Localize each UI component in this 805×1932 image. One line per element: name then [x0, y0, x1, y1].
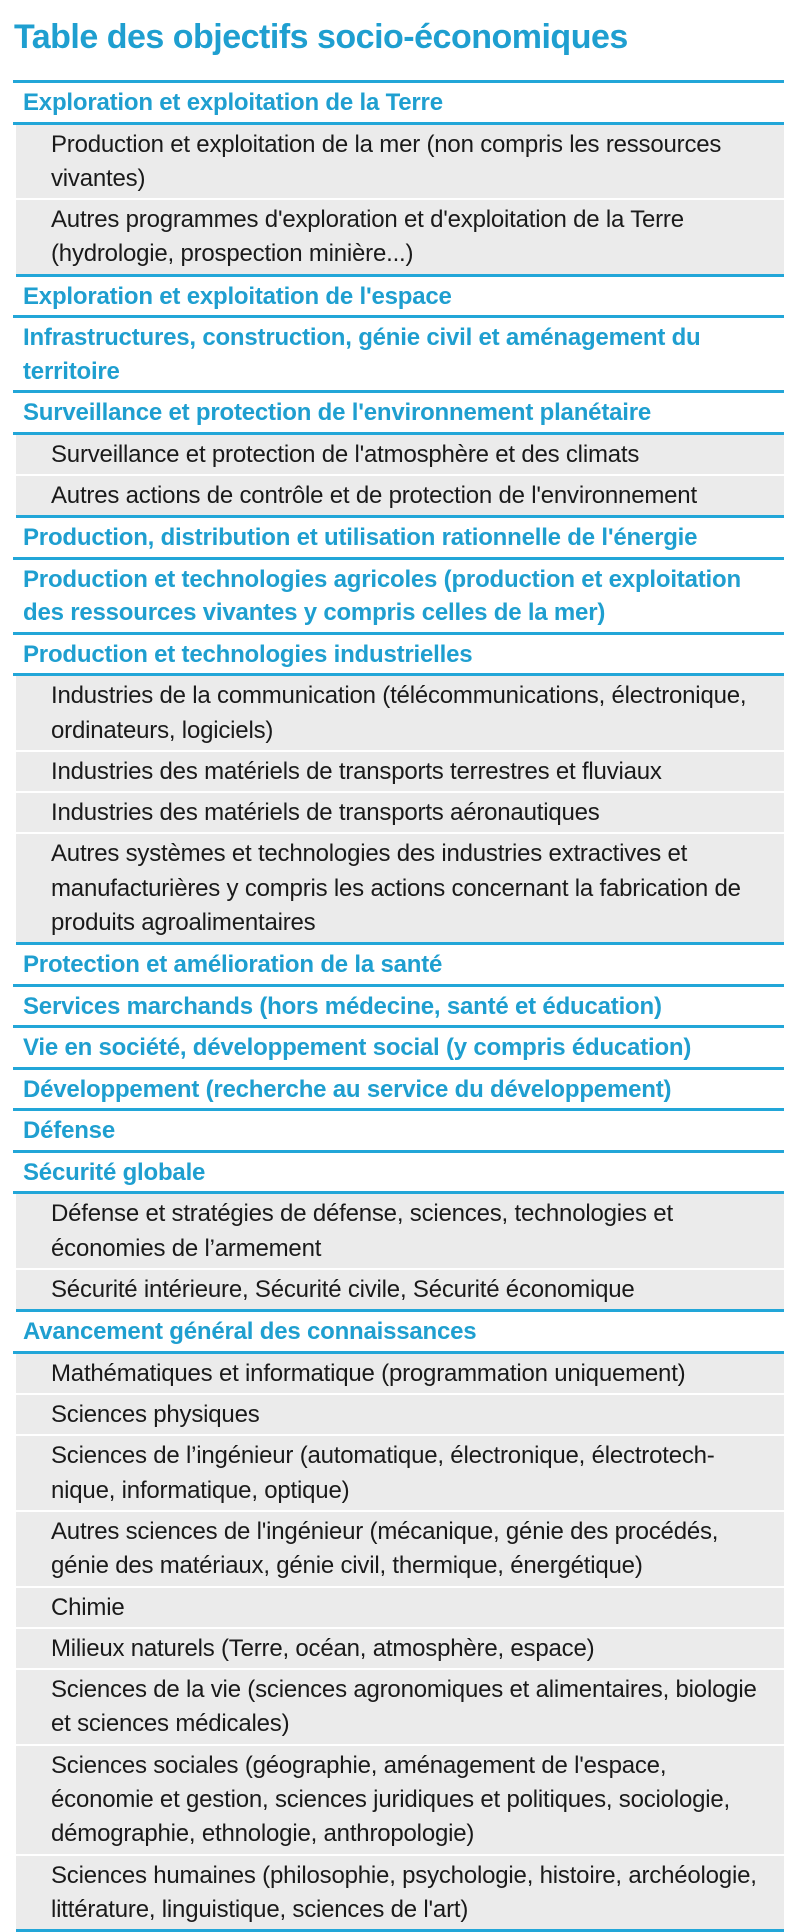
subcategory-row: Chimie [16, 1588, 784, 1629]
subcategory-row: Industries de la communication (télécommunications, électronique, ordinateurs, logiciels) [16, 676, 784, 752]
subcategory-row: Sciences de l’ingénieur (automatique, électronique, électrotech-nique, informatique, optique) [16, 1436, 784, 1512]
subcategory-row: Mathématiques et informatique (programmation uniquement) [16, 1354, 784, 1395]
subcategory-row: Industries des matériels de transports terrestres et fluviaux [16, 752, 784, 793]
subcategory-row: Autres actions de contrôle et de protection de l'environnement [16, 476, 784, 518]
category-row: Avancement général des connaissances [13, 1312, 784, 1354]
category-row: Défense [13, 1111, 784, 1153]
page-title: Table des objectifs socio-économiques [14, 18, 628, 56]
subcategory-row: Sciences sociales (géographie, aménagement de l'espace, économie et gestion, sciences juridiques et politiques, sociologie, démographie, ethnologie, anthropologie) [16, 1746, 784, 1856]
subcategory-row: Sécurité intérieure, Sécurité civile, Sécurité économique [16, 1270, 784, 1312]
category-row: Surveillance et protection de l'environnement planétaire [13, 393, 784, 435]
category-row: Exploration et exploitation de la Terre [13, 83, 784, 125]
category-row: Production et technologies agricoles (production et exploitation des ressources vivantes y compris celles de la mer) [13, 560, 784, 635]
category-row: Vie en société, développement social (y compris éducation) [13, 1028, 784, 1070]
subcategory-row: Surveillance et protection de l'atmosphère et des climats [16, 435, 784, 476]
subcategory-row: Milieux naturels (Terre, océan, atmosphère, espace) [16, 1629, 784, 1670]
category-row: Développement (recherche au service du développement) [13, 1070, 784, 1112]
category-row: Production, distribution et utilisation rationnelle de l'énergie [13, 518, 784, 560]
objectives-table [13, 80, 784, 1932]
subcategory-row: Sciences physiques [16, 1395, 784, 1436]
subcategory-row: Autres sciences de l'ingénieur (mécanique, génie des procédés, génie des matériaux, génie civil, thermique, énergétique) [16, 1512, 784, 1588]
category-row: Production et technologies industrielles [13, 635, 784, 677]
subcategory-row: Autres systèmes et technologies des industries extractives et manufacturières y compris les actions concernant la fabrication de produits agroalimentaires [16, 834, 784, 945]
subcategory-row: Défense et stratégies de défense, sciences, technologies et économies de l’armement [16, 1194, 784, 1270]
category-row: Sécurité globale [13, 1153, 784, 1195]
category-row: Exploration et exploitation de l'espace [13, 277, 784, 319]
subcategory-row: Industries des matériels de transports aéronautiques [16, 793, 784, 834]
subcategory-row: Sciences de la vie (sciences agronomiques et alimentaires, biologie et sciences médicales) [16, 1670, 784, 1746]
category-row: Services marchands (hors médecine, santé et éducation) [13, 987, 784, 1029]
category-row: Infrastructures, construction, génie civil et aménagement du territoire [13, 318, 784, 393]
subcategory-row: Sciences humaines (philosophie, psychologie, histoire, archéologie, littérature, linguistique, sciences de l'art) [16, 1856, 784, 1932]
category-row: Protection et amélioration de la santé [13, 945, 784, 987]
subcategory-row: Autres programmes d'exploration et d'exploitation de la Terre (hydrologie, prospection minière...) [16, 200, 784, 277]
subcategory-row: Production et exploitation de la mer (non compris les ressources vivantes) [16, 125, 784, 201]
